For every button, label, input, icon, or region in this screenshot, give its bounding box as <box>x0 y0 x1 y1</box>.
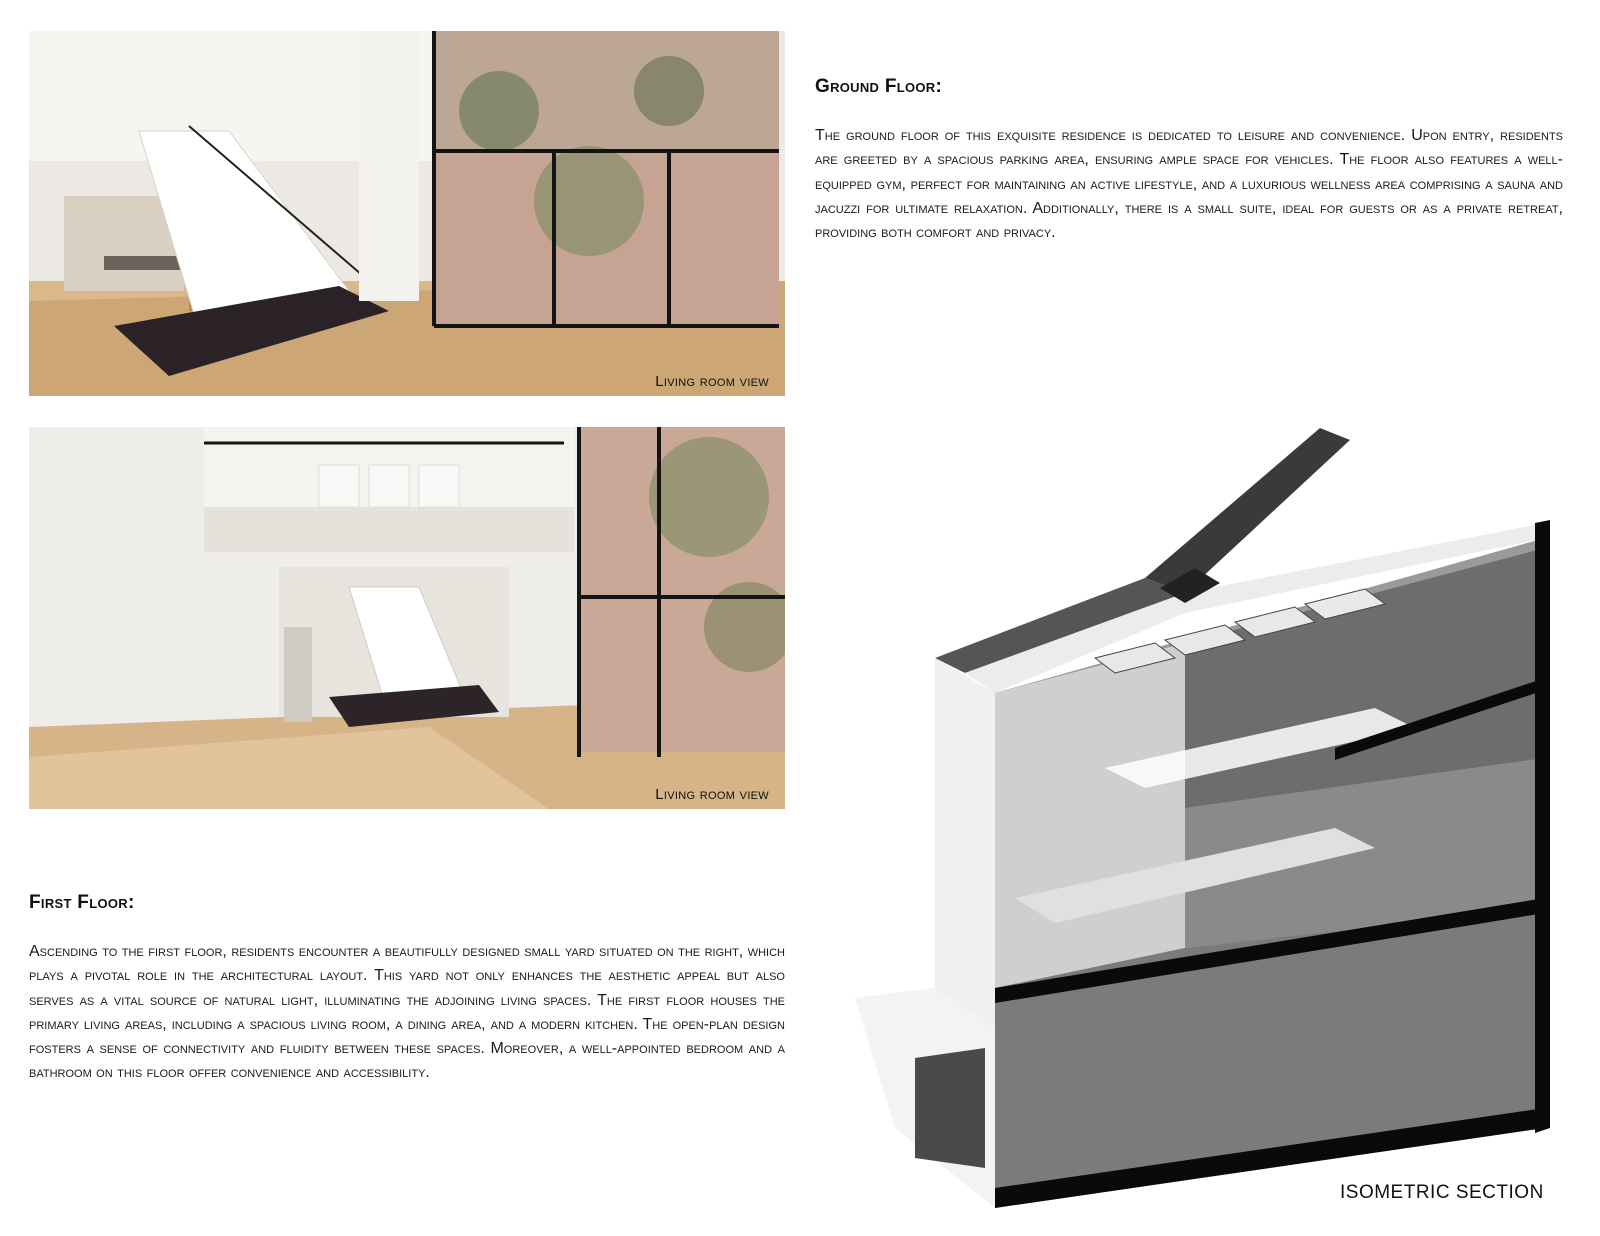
isometric-section-drawing <box>855 428 1600 1208</box>
first-floor-heading: First Floor: <box>29 892 135 913</box>
isometric-section-image <box>855 428 1600 1208</box>
isometric-section-label: ISOMETRIC SECTION <box>1340 1182 1544 1203</box>
photo-caption: Living room view <box>655 786 769 803</box>
first-floor-description: Ascending to the first floor, residents encounter a beautifully designed small yard situated on the right, which plays a pivotal role in the architectural layout. This yard not only enhances the aesthetic appeal but also serves as a vital source of natural light, illuminating the adjoining living spaces. The first floor houses the primary living areas, including a spacious living room, a dining area, and a modern kitchen. The open-plan design fosters a sense of connectivity and fluidity between these spaces. Moreover, a well-appointed bedroom and a bathroom on this floor offer convenience and accessibility. <box>29 943 785 1082</box>
ground-floor-description: The ground floor of this exquisite residence is dedicated to leisure and convenience. Upon entry, residents are greeted by a spacious parking area, ensuring ample space for vehicles. The floor also features a well-equipped gym, perfect for maintaining an active lifestyle, and a luxurious wellness area comprising a sauna and jacuzzi for ultimate relaxation. Additionally, there is a small suite, ideal for guests or as a private retreat, providing both comfort and privacy. <box>815 127 1563 242</box>
living-room-render-1-image <box>29 31 785 396</box>
living-room-render-2 <box>29 427 785 809</box>
living-room-render-2-image <box>29 427 785 809</box>
living-room-render-1 <box>29 31 785 396</box>
photo-caption: Living room view <box>655 373 769 390</box>
ground-floor-heading: Ground Floor: <box>815 76 943 97</box>
